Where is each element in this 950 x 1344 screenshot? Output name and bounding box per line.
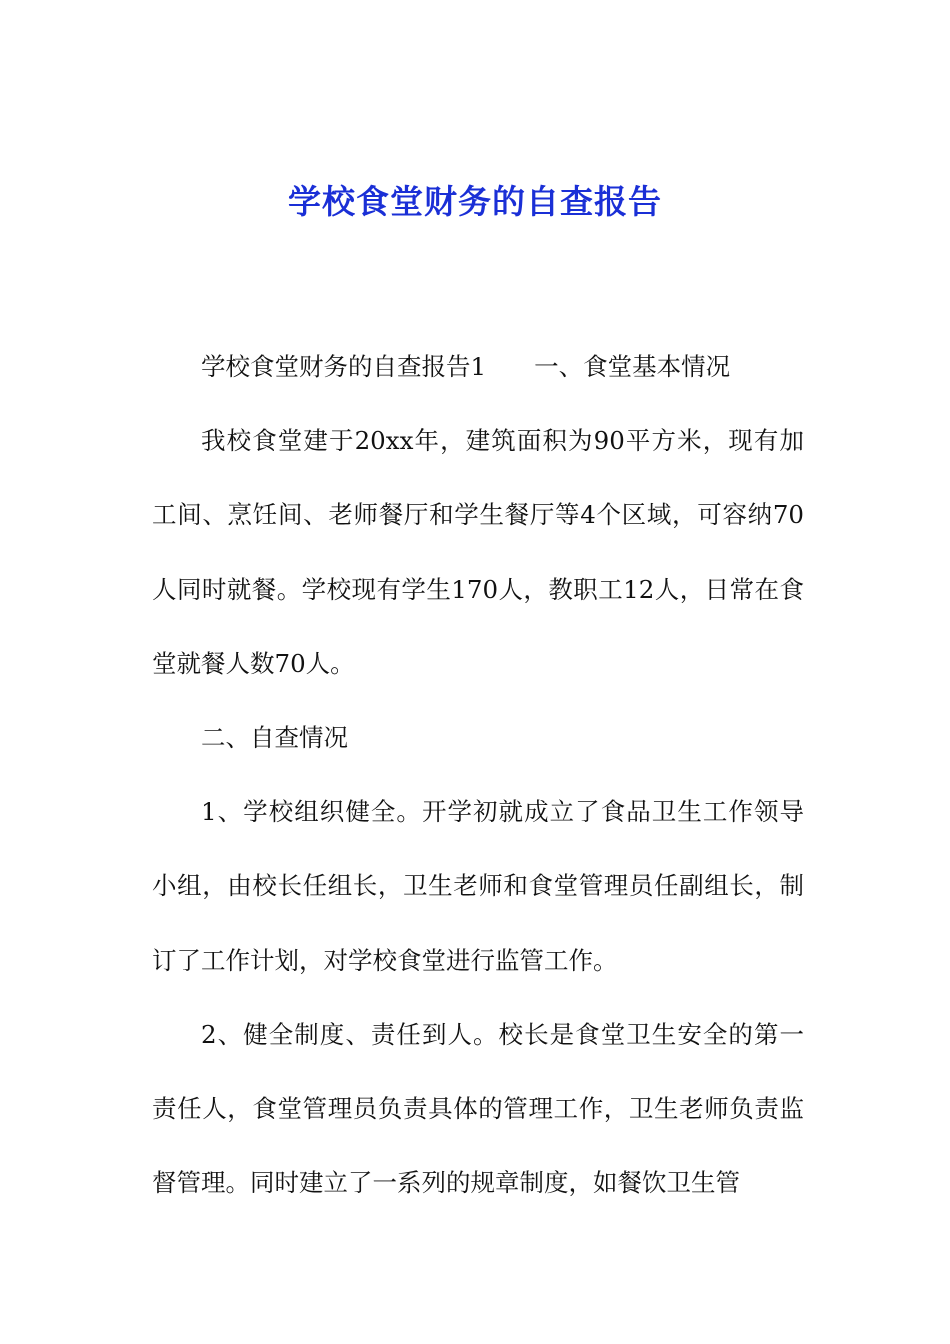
paragraph-item-1: 1、学校组织健全。开学初就成立了食品卫生工作领导小组，由校长任组长，卫生老师和食堂管理员任副组长，制订了工作计划，对学校食堂进行监管工作。 [152, 797, 804, 975]
document-body [152, 330, 804, 1220]
report-subtitle: 学校食堂财务的自查报告1 [201, 352, 487, 381]
paragraph-basic-info: 我校食堂建于20xx年，建筑面积为90平方米，现有加工间、烹饪间、老师餐厅和学生餐厅等4个区域，可容纳70人同时就餐。学校现有学生170人，教职工12人，日常在食堂就餐人数70人。 [152, 426, 804, 678]
document-title: 学校食堂财务的自查报告 [288, 182, 662, 221]
section-heading-basic-info: 一、食堂基本情况 [534, 352, 731, 381]
paragraph-item-2: 2、健全制度、责任到人。校长是食堂卫生安全的第一责任人，食堂管理员负责具体的管理工作，卫生老师负责监督管理。同时建立了一系列的规章制度，如餐饮卫生管 [152, 1019, 804, 1198]
paragraph-intro [152, 330, 804, 404]
section-heading-self-check: 二、自查情况 [201, 723, 348, 753]
